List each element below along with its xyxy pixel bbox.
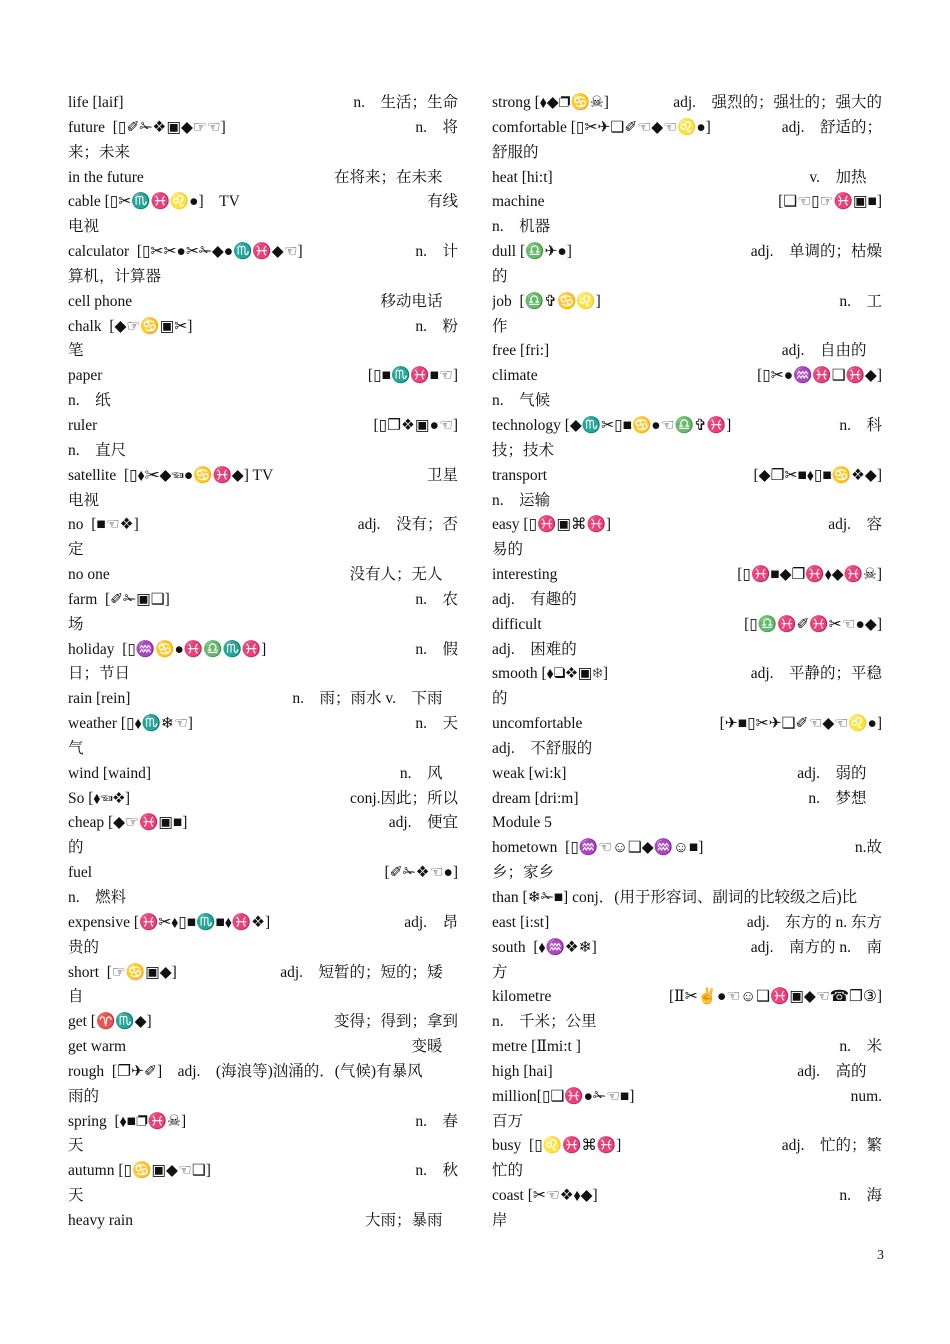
vocab-line (68, 439, 458, 464)
vocab-line (492, 240, 882, 265)
vocab-term: rain [rein] (68, 690, 131, 708)
vocab-line (68, 737, 458, 762)
right-vocabulary-column (492, 91, 882, 1234)
vocab-term: dull [♎✈●] (492, 243, 572, 261)
vocab-definition: v. 加热 (809, 168, 882, 186)
vocab-line (68, 861, 458, 886)
vocab-line (68, 985, 458, 1010)
vocab-definition: adj. 单调的；枯燥 (750, 243, 882, 261)
vocab-term: climate (492, 367, 538, 385)
vocab-term: interesting (492, 566, 558, 584)
vocab-definition: adj. 高的 (797, 1062, 882, 1080)
vocab-line (68, 1209, 458, 1234)
vocab-definition: adj. 容 (828, 516, 882, 534)
vocab-definition: adj. 弱的 (797, 764, 882, 782)
vocab-line (68, 538, 458, 563)
vocab-line (492, 687, 882, 712)
vocab-term: get warm (68, 1038, 127, 1056)
vocab-line (68, 1085, 458, 1110)
left-vocabulary-column (68, 91, 458, 1234)
vocab-term: n. 千米；公里 (492, 1013, 597, 1031)
vocab-term: future [▯✐✁❖▣◆☞☜] (68, 118, 226, 136)
vocab-term: million[▯❑♓●✁☜■] (492, 1087, 635, 1105)
vocab-line (68, 513, 458, 538)
vocab-definition: adj. 自由的 (781, 342, 882, 360)
vocab-definition: adj. 强烈的；强壮的；强大的 (673, 94, 882, 111)
vocab-line (68, 265, 458, 290)
vocab-term: 算机，计算器 (68, 267, 162, 285)
vocab-line (68, 364, 458, 389)
vocab-term: in the future (68, 168, 144, 186)
vocab-term: weak [wi:k] (492, 764, 567, 782)
vocab-term: dream [dri:m] (492, 789, 579, 807)
vocab-term: metre [Ⅱmi:t ] (492, 1038, 581, 1056)
vocab-definition: n. 假 (415, 640, 458, 658)
vocab-term: high [hai] (492, 1062, 553, 1080)
vocab-term: autumn [▯♋▣◆☜❑] (68, 1162, 211, 1180)
vocab-line (492, 1035, 882, 1060)
vocab-line (68, 1035, 458, 1060)
vocab-line (492, 1010, 882, 1035)
vocab-line (492, 886, 882, 911)
vocab-term: difficult (492, 615, 542, 633)
vocab-line (492, 1134, 882, 1159)
vocab-line (492, 1209, 882, 1234)
vocab-term: n. 直尺 (68, 441, 127, 459)
vocab-definition: 卫星 (426, 466, 458, 484)
vocab-term: 贵的 (68, 938, 100, 956)
vocab-line (492, 513, 882, 538)
vocab-line (68, 712, 458, 737)
vocab-definition: 大雨；暴雨 (364, 1211, 458, 1229)
vocab-term: wind [waind] (68, 764, 152, 782)
vocab-definition: n. 计 (415, 243, 458, 261)
vocab-term: 天 (68, 1137, 84, 1155)
vocab-line (492, 538, 882, 563)
vocab-definition: n. 农 (415, 590, 458, 608)
vocab-line (492, 1159, 882, 1184)
vocab-term: comfortable [▯✂✈❑✐☜◆☜♌●] (492, 118, 711, 136)
vocab-line (492, 414, 882, 439)
vocab-term: machine (492, 193, 545, 211)
vocab-term: farm [✐✁▣❑] (68, 590, 170, 608)
vocab-line (68, 1010, 458, 1035)
vocab-definition: 变得；得到；拿到 (333, 1013, 458, 1031)
vocab-term: short [☞♋▣◆] (68, 963, 177, 981)
vocab-line (492, 364, 882, 389)
vocab-term: 的 (492, 267, 508, 285)
vocab-definition: adj. 东方的 n. 东方 (746, 913, 882, 931)
vocab-term: spring [⬧■❐♓☠] (68, 1112, 187, 1130)
vocab-term: n. 纸 (68, 392, 111, 410)
vocab-term: 的 (68, 839, 84, 857)
vocab-line (68, 315, 458, 340)
vocab-line (68, 91, 458, 116)
vocab-term: adj. 困难的 (492, 640, 577, 658)
page-number: 3 (877, 1248, 884, 1263)
vocab-definition: n. 梦想 (808, 789, 882, 807)
vocab-line (492, 712, 882, 737)
vocab-term: fuel (68, 864, 93, 882)
vocab-definition: n. 将 (415, 118, 458, 136)
vocab-term: 场 (68, 615, 84, 633)
vocab-line (68, 166, 458, 191)
vocab-definition: n. 秋 (415, 1162, 458, 1180)
vocab-line (492, 141, 882, 166)
vocab-term: cell phone (68, 292, 133, 310)
vocab-term: 岸 (492, 1211, 508, 1229)
vocab-term: free [fri:] (492, 342, 550, 360)
vocab-term: 方 (492, 963, 508, 981)
vocab-definition: adj. 便宜 (388, 814, 458, 832)
vocab-term: 自 (68, 988, 84, 1006)
vocab-definition: 移动电话 (380, 292, 458, 310)
vocab-line (68, 1134, 458, 1159)
vocab-definition: 在将来；在未来 (333, 168, 458, 186)
vocab-line (68, 1184, 458, 1209)
vocab-term: life [laif] (68, 94, 124, 111)
vocab-line (68, 116, 458, 141)
vocab-line (68, 787, 458, 812)
vocab-term: 作 (492, 317, 508, 335)
vocab-term: 电视 (68, 491, 100, 509)
vocab-line (492, 116, 882, 141)
vocab-term: 乡；家乡 (492, 864, 555, 882)
vocab-term: n. 燃料 (68, 889, 127, 906)
vocab-line (68, 339, 458, 364)
vocab-term: cheap [◆☞♓▣■] (68, 814, 188, 832)
vocab-line (68, 836, 458, 861)
vocab-term: weather [▯⬧♏❄☜] (68, 715, 193, 733)
vocab-definition: 没有人；无人 (349, 566, 458, 584)
vocab-line (492, 190, 882, 215)
vocab-term: 易的 (492, 541, 524, 559)
vocab-term: 舒服的 (492, 143, 539, 161)
vocab-line (68, 762, 458, 787)
vocab-definition: [Ⅱ✂✌●☜☺❑♓▣◆☜☎❐③] (669, 988, 882, 1006)
vocab-definition: [▯♓■◆❐♓⬧◆♓☠] (737, 566, 882, 584)
vocab-term: Module 5 (492, 814, 552, 832)
vocab-line (68, 662, 458, 687)
vocab-term: south [⬧♒❖❄] (492, 938, 597, 956)
vocab-definition: conj.因此；所以 (349, 789, 458, 807)
vocab-line (492, 439, 882, 464)
vocab-term: satellite [▯⬧✂◆☜●♋♓◆] TV (68, 466, 274, 484)
vocab-line (68, 563, 458, 588)
vocab-term: 百万 (492, 1112, 524, 1130)
vocab-definition: adj. 平静的；平稳 (750, 665, 882, 683)
vocab-definition: [✐✁❖☜●] (384, 864, 458, 882)
vocab-term: 的 (492, 690, 508, 708)
vocab-line (492, 563, 882, 588)
vocab-definition: adj. 南方的 n. 南 (750, 938, 882, 956)
vocab-definition: num. (850, 1087, 882, 1105)
vocab-line (492, 265, 882, 290)
vocab-line (68, 215, 458, 240)
vocab-line (492, 787, 882, 812)
vocab-line (68, 811, 458, 836)
vocab-line (68, 389, 458, 414)
vocab-term: easy [▯♓▣⌘♓] (492, 516, 612, 534)
vocab-term: chalk [◆☞♋▣✂] (68, 317, 193, 335)
vocab-term: 定 (68, 541, 84, 559)
vocab-line (492, 464, 882, 489)
vocab-line (68, 961, 458, 986)
vocab-definition: n. 工 (839, 292, 882, 310)
vocab-term: strong [⬧◆❐♋☠] (492, 94, 609, 111)
vocab-line (492, 489, 882, 514)
vocab-definition: [▯■♏♓■☜] (367, 367, 458, 385)
vocab-term: ruler (68, 416, 98, 434)
vocab-term: calculator [▯✂✂●✂✁◆●♏♓◆☜] (68, 243, 303, 261)
vocab-definition: adj. 昂 (404, 913, 458, 931)
vocab-term: job [♎✞♋♌] (492, 292, 601, 310)
vocab-term: busy [▯♌♓⌘♓] (492, 1137, 622, 1155)
vocab-line (492, 290, 882, 315)
vocab-term: hometown [▯♒☜☺❑◆♒☺■] (492, 839, 704, 857)
vocab-line (492, 638, 882, 663)
vocab-definition: n. 天 (415, 715, 458, 733)
vocab-term: adj. 不舒服的 (492, 739, 593, 757)
vocab-definition: n. 海 (839, 1187, 882, 1205)
vocab-definition: 变暖 (411, 1038, 458, 1056)
vocab-definition: [▯♎♓✐♓✂☜●◆] (744, 615, 882, 633)
vocab-line (68, 911, 458, 936)
vocab-term: 气 (68, 739, 84, 757)
vocab-line (492, 215, 882, 240)
vocab-line (68, 1060, 458, 1085)
vocab-definition: [▯❐❖▣●☜] (373, 416, 458, 434)
vocab-line (68, 1110, 458, 1135)
vocab-definition: n. 生活；生命 (353, 94, 458, 111)
vocab-line (68, 638, 458, 663)
vocab-line (492, 762, 882, 787)
vocab-line (492, 662, 882, 687)
vocab-line (492, 1085, 882, 1110)
vocab-definition: 有线 (426, 193, 458, 211)
vocab-line (492, 91, 882, 116)
vocab-term: transport (492, 466, 548, 484)
vocab-definition: adj. 忙的；繁 (781, 1137, 882, 1155)
vocab-definition: [✈■▯✂✈❑✐☜◆☜♌●] (719, 715, 882, 733)
vocab-term: technology [◆♏✂▯■♋●☜♎✞♓] (492, 416, 732, 434)
vocab-term: n. 气候 (492, 392, 551, 410)
vocab-definition: adj. 没有；否 (357, 516, 458, 534)
vocab-term: coast [✂☜❖⬧◆] (492, 1187, 598, 1205)
vocab-term: heavy rain (68, 1211, 133, 1229)
vocab-term: expensive [♓✂⬧▯■♏■⬧♓❖] (68, 913, 271, 931)
vocab-term: heat [hi:t] (492, 168, 553, 186)
vocab-line (492, 961, 882, 986)
vocab-line (68, 290, 458, 315)
vocab-line (68, 886, 458, 911)
vocab-definition: [◆❐✂■⬧▯■♋❖◆] (753, 466, 882, 484)
vocab-term: uncomfortable (492, 715, 583, 733)
vocab-term: 天 (68, 1187, 84, 1205)
vocab-line (68, 588, 458, 613)
vocab-line (68, 464, 458, 489)
vocab-line (492, 985, 882, 1010)
vocab-term: So [⬧☜❖] (68, 789, 131, 807)
vocab-definition: n. 粉 (415, 317, 458, 335)
vocab-term: smooth [⬧❑❖▣❄] (492, 665, 609, 683)
vocab-term: adj. 有趣的 (492, 590, 577, 608)
vocab-term: 雨的 (68, 1087, 100, 1105)
vocab-term: get [♈♏◆] (68, 1013, 152, 1031)
vocab-term: 日；节日 (68, 665, 131, 683)
vocab-definition: n. 风 (399, 764, 458, 782)
vocab-line (492, 1184, 882, 1209)
vocab-line (68, 1159, 458, 1184)
vocab-line (68, 190, 458, 215)
vocab-line (492, 836, 882, 861)
vocab-term: n. 运输 (492, 491, 551, 509)
vocab-line (68, 141, 458, 166)
vocab-term: holiday [▯♒♋●♓♎♏♓] (68, 640, 267, 658)
vocab-term: n. 机器 (492, 218, 551, 236)
vocab-line (492, 389, 882, 414)
vocab-term: 笔 (68, 342, 84, 360)
vocab-line (68, 489, 458, 514)
vocab-definition: n. 雨；雨水 v. 下雨 (292, 690, 458, 708)
vocab-term: no one (68, 566, 110, 584)
vocab-line (492, 811, 882, 836)
vocab-term: east [i:st] (492, 913, 550, 931)
vocab-line (68, 687, 458, 712)
vocab-definition: [▯✂●♒♓❑♓◆] (757, 367, 882, 385)
vocab-line (68, 613, 458, 638)
vocab-line (492, 911, 882, 936)
vocab-line (68, 414, 458, 439)
vocab-term: than [❄✁■] conj．(用于形容词、副词的比较级之后)比 (492, 889, 858, 906)
vocab-definition: [❑☜▯☞♓▣■] (778, 193, 882, 211)
vocab-line (492, 315, 882, 340)
vocab-term: 来；未来 (68, 143, 131, 161)
vocab-line (68, 936, 458, 961)
vocab-term: no [■☜❖] (68, 516, 139, 534)
vocab-term: 忙的 (492, 1162, 524, 1180)
vocab-line (492, 1060, 882, 1085)
vocab-definition: adj. 短暂的；短的；矮 (280, 963, 458, 981)
vocab-line (492, 1110, 882, 1135)
vocab-definition: n. 科 (839, 416, 882, 434)
vocab-term: cable [▯✂♏♓♌●] TV (68, 193, 240, 211)
vocab-line (492, 613, 882, 638)
vocab-definition: adj. 舒适的； (781, 118, 882, 136)
vocab-line (492, 166, 882, 191)
vocab-term: rough [❐✈✐] adj. (海浪等)汹涌的．(气候)有暴风 (68, 1062, 423, 1080)
vocab-definition: n. 米 (839, 1038, 882, 1056)
vocab-line (492, 588, 882, 613)
vocab-line (492, 861, 882, 886)
vocab-line (68, 240, 458, 265)
vocab-term: kilometre (492, 988, 552, 1006)
vocab-definition: n.故 (854, 839, 882, 857)
vocab-definition: n. 春 (415, 1112, 458, 1130)
vocab-term: paper (68, 367, 103, 385)
vocab-line (492, 339, 882, 364)
vocab-line (492, 737, 882, 762)
vocab-term: 技；技术 (492, 441, 555, 459)
vocab-line (492, 936, 882, 961)
vocab-term: 电视 (68, 218, 100, 236)
